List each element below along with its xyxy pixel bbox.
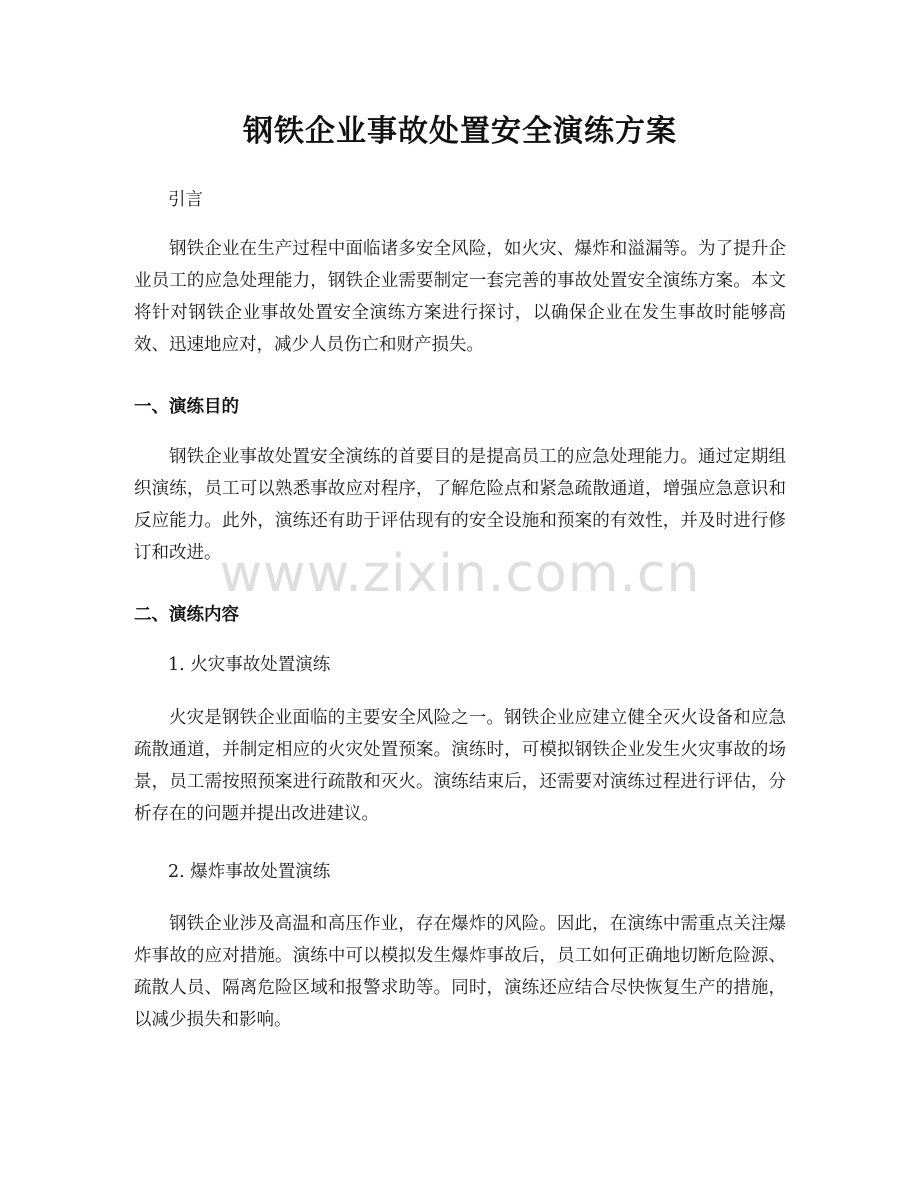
- section2-item2-label: 2. 爆炸事故处置演练: [168, 862, 331, 882]
- document-title: 钢铁企业事故处置安全演练方案: [243, 114, 677, 149]
- section2-item1-label: 1. 火灾事故处置演练: [168, 655, 331, 675]
- section1-heading: 一、演练目的: [134, 397, 239, 417]
- section2-heading: 二、演练内容: [134, 605, 239, 625]
- section1-paragraph: 钢铁企业事故处置安全演练的首要目的是提高员工的应急处理能力。通过定期组织演练，员工可以熟悉事故应对程序，了解危险点和紧急疏散通道，增强应急意识和反应能力。此外，演练还有助于评估现有的安全设施和预案的有效性，并及时进行修订和改进。: [134, 447, 786, 563]
- section2-item1-paragraph: 火灾是钢铁企业面临的主要安全风险之一。钢铁企业应建立健全灭火设备和应急疏散通道，并制定相应的火灾处置预案。演练时，可模拟钢铁企业发生火灾事故的场景，员工需按照预案进行疏散和灭火。演练结束后，还需要对演练过程进行评估，分析存在的问题并提出改进建议。: [134, 708, 786, 824]
- intro-label: 引言: [168, 190, 203, 210]
- watermark: www.zixin.com.cn: [219, 544, 701, 604]
- intro-paragraph: 钢铁企业在生产过程中面临诸多安全风险，如火灾、爆炸和溢漏等。为了提升企业员工的应急处理能力，钢铁企业需要制定一套完善的事故处置安全演练方案。本文将针对钢铁企业事故处置安全演练方案进行探讨，以确保企业在发生事故时能够高效、迅速地应对，减少人员伤亡和财产损失。: [134, 239, 786, 355]
- section2-item2-paragraph: 钢铁企业涉及高温和高压作业，存在爆炸的风险。因此，在演练中需重点关注爆炸事故的应对措施。演练中可以模拟发生爆炸事故后，员工如何正确地切断危险源、疏散人员、隔离危险区域和报警求助等。同时，演练还应结合尽快恢复生产的措施，以减少损失和影响。: [134, 914, 786, 1030]
